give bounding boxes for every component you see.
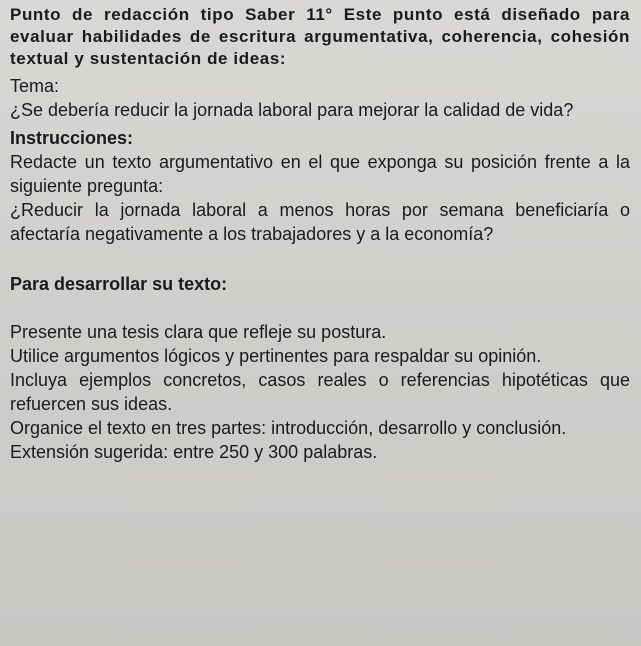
intro-paragraph: Punto de redacción tipo Saber 11° Este punto está diseñado para evaluar habilidades de escritura argumentativa, coherencia, cohesión textual y sustentación de ideas:: [10, 5, 630, 68]
tema-question: ¿Se debería reducir la jornada laboral para mejorar la calidad de vida?: [10, 100, 574, 120]
desarrollo-item-4: Organice el texto en tres partes: introducción, desarrollo y conclusión.: [10, 418, 567, 438]
desarrollo-item-5: Extensión sugerida: entre 250 y 300 palabras.: [10, 442, 378, 462]
tema-label: Tema:: [10, 76, 60, 96]
desarrollo-item-1: Presente una tesis clara que refleje su postura.: [10, 322, 387, 342]
instrucciones-label: Instrucciones:: [10, 128, 134, 148]
instrucciones-question: ¿Reducir la jornada laboral a menos horas por semana beneficiaría o afectaría negativamente a los trabajadores y a la economía?: [10, 200, 630, 244]
document-content: [10, 4, 630, 464]
desarrollo-item-3: Incluya ejemplos concretos, casos reales o referencias hipotéticas que refuercen sus ideas.: [10, 370, 630, 414]
desarrollo-item-2: Utilice argumentos lógicos y pertinentes para respaldar su opinión.: [10, 346, 542, 366]
instrucciones-text: Redacte un texto argumentativo en el que exponga su posición frente a la siguiente pregunta:: [10, 152, 630, 196]
desarrollo-label: Para desarrollar su texto:: [10, 274, 228, 294]
